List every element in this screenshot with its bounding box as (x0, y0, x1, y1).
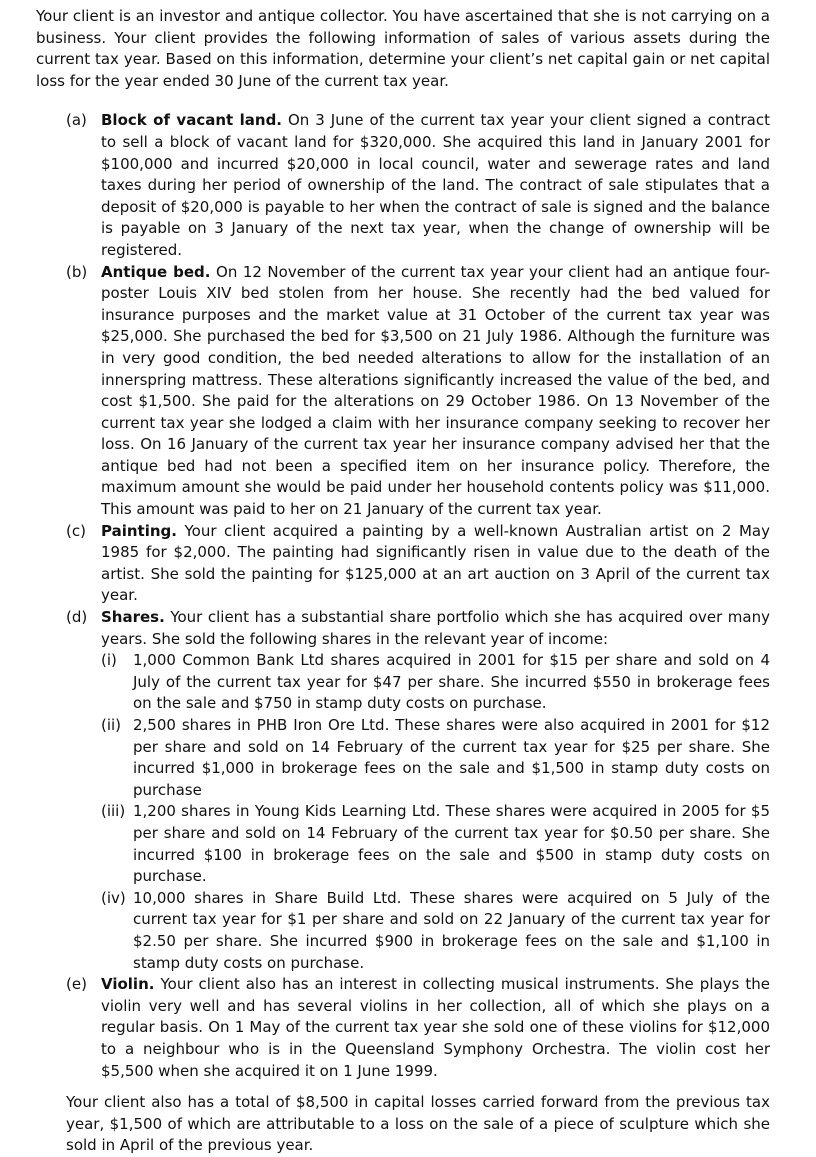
list-item-bed (66, 262, 770, 521)
item-text: On 12 November of the current tax year your client had an antique four-poster Louis XIV bed stolen from her house. She recently had the bed valued for insurance purposes and the market value at 31 October of the current tax year was $25,000. She purchased the bed for $3,500 on 21 July 1986. Although the furniture was in very good condition, the bed needed alterations to allow for the installation of an innerspring mattress. These alterations significantly increased the value of the bed, and cost $1,500. She paid for the alterations on 29 October 1986. On 13 November of the current tax year she lodged a claim with her insurance company seeking to recover her loss. On 16 January of the current tax year her insurance company advised her that the antique bed had not been a specified item on her insurance policy. Therefore, the maximum amount she would be paid under her household contents policy was $11,000. This amount was paid to her on 21 January of the current tax year. (101, 262, 771, 519)
item-text: Your client has a substantial share portfolio which she has acquired over many years. She sold the following shares in the relevant year of income: (101, 608, 770, 648)
asset-list (36, 110, 770, 1082)
item-label: (d) (66, 608, 88, 627)
shares-sublist (101, 650, 770, 974)
list-item-violin (66, 974, 770, 1082)
sub-item-text: 1,200 shares in Young Kids Learning Ltd. These shares were acquired in 2005 for $5 per share and sold on 14 February of the current tax year for $0.50 per share. She incurred $100 in brokerage fees on the sale and $500 in stamp duty costs on purchase. (133, 802, 770, 886)
sub-item-label: (iii) (101, 802, 126, 821)
sub-item-label: (ii) (101, 716, 122, 734)
item-title: Block of vacant land. (101, 111, 283, 130)
sub-item-label: (i) (101, 651, 117, 670)
item-label: (c) (66, 521, 86, 540)
sub-item (101, 888, 770, 974)
closing-paragraph: Your client also has a total of $8,500 in capital losses carried forward from the previous tax year, $1,500 of which are attributable to a loss on the sale of a piece of sculpture which she sold in April of the previous year. (66, 1093, 770, 1155)
item-title: Violin. (101, 975, 155, 994)
item-text: Your client also has an interest in collecting musical instruments. She plays the violin very well and has several violins in her collection, all of which she plays on a regular basis. On 1 May of the current tax year she sold one of these violins for $12,000 to a neighbour who is in the Queensland Symphony Orchestra. The violin cost her $5,500 when she acquired it on 1 June 1999. (101, 975, 770, 1080)
item-label: (a) (66, 111, 87, 130)
item-title: Shares. (101, 608, 165, 627)
item-text: On 3 June of the current tax year your client signed a contract to sell a block of vacant land for $320,000. She acquired this land in January 2001 for $100,000 and incurred $20,000 in local council, water and sewerage rates and land taxes during her period of ownership of the land. The contract of sale stipulates that a deposit of $20,000 is payable to her when the contract of sale is signed and the balance is payable on 3 January of the next tax year, when the change of ownership will be registered. (101, 111, 770, 259)
sub-item-text: 10,000 shares in Share Build Ltd. These shares were acquired on 5 July of the current tax year for $1 per share and sold on 22 January of the current tax year for $2.50 per share. She incurred $900 in brokerage fees on the sale and $1,100 in stamp duty costs on purchase. (133, 888, 770, 972)
intro-paragraph: Your client is an investor and antique collector. You have ascertained that she is not carrying on a business. Your client provides the following information of sales of various assets during the current tax year. Based on this information, determine your client’s net capital gain or net capital loss for the year ended 30 June of the current tax year. (36, 7, 770, 90)
item-label: (e) (66, 975, 87, 994)
list-item-shares (66, 607, 770, 974)
sub-item-label: (iv) (101, 888, 126, 907)
sub-item (101, 801, 770, 887)
list-item-land (66, 110, 770, 261)
sub-item-text: 1,000 Common Bank Ltd shares acquired in 2001 for $15 per share and sold on 4 July of the current tax year for $47 per share. She incurred $550 in brokerage fees on the sale and $750 in stamp duty costs on purchase. (133, 651, 770, 713)
list-item-painting (66, 521, 770, 607)
sub-item (101, 650, 770, 715)
sub-item-text: 2,500 shares in PHB Iron Ore Ltd. These shares were also acquired in 2001 for $12 per share and sold on 14 February of the current tax year for $25 per share. She incurred $1,000 in brokerage fees on the sale and $1,500 in stamp duty costs on purchase (133, 716, 770, 799)
item-title: Painting. (101, 521, 177, 540)
sub-item (101, 715, 770, 801)
item-title: Antique bed. (101, 262, 211, 281)
item-label: (b) (66, 262, 88, 281)
document (36, 6, 770, 1157)
item-text: Your client acquired a painting by a well-known Australian artist on 2 May 1985 for $2,000. The painting had significantly risen in value due to the death of the artist. She sold the painting for $125,000 at an art auction on 3 April of the current tax year. (101, 521, 770, 605)
